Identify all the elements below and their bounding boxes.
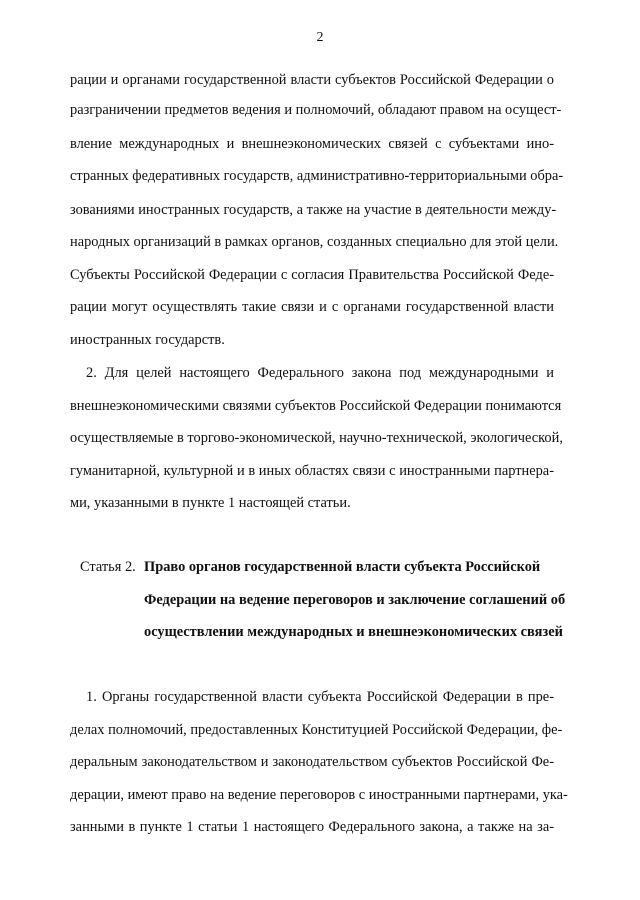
paragraph-1-line: Субъекты Российской Федерации с согласия Правительства Российской Феде-: [70, 267, 554, 283]
paragraph-2-line: внешнеэкономическими связями субъектов Российской Федерации понимаются: [70, 398, 562, 414]
paragraph-1-line: рации могут осуществлять такие связи и с органами государственной власти: [70, 299, 554, 315]
article-paragraph-line: занными в пункте 1 статьи 1 настоящего Федерального закона, а также на за-: [70, 819, 554, 835]
article-paragraph-line: делах полномочий, предоставленных Конституцией Российской Федерации, фе-: [70, 722, 563, 738]
article-paragraph-line: 1. Органы государственной власти субъекта Российской Федерации в пре-: [86, 689, 554, 705]
paragraph-1-line: вление международных и внешнеэкономических связей с субъектами ино-: [70, 136, 554, 152]
paragraph-1-line: иностранных государств.: [70, 332, 225, 348]
paragraph-2-line: ми, указанными в пункте 1 настоящей статьи.: [70, 495, 351, 511]
article-title-line: Право органов государственной власти субъекта Российской: [144, 559, 541, 575]
paragraph-2-line: осуществляемые в торгово-экономической, научно-технической, экологической,: [70, 430, 563, 446]
paragraph-1-line: зованиями иностранных государств, а также на участие в деятельности между-: [70, 202, 557, 218]
paragraph-1-line: разграничении предметов ведения и полномочий, обладают правом на осущест-: [70, 102, 562, 118]
paragraph-1-line: рации и органами государственной власти субъектов Российской Федерации о: [70, 72, 554, 88]
article-paragraph-line: дерации, имеют право на ведение переговоров с иностранными партнерами, ука-: [70, 787, 568, 803]
paragraph-1-line: народных организаций в рамках органов, созданных специально для этой цели.: [70, 234, 559, 250]
article-label: Статья 2.: [80, 559, 136, 575]
paragraph-2-line: 2. Для целей настоящего Федерального закона под международными и: [86, 365, 554, 381]
page-number: 2: [316, 30, 324, 45]
paragraph-2-line: гуманитарной, культурной и в иных областях связи с иностранными партнера-: [70, 463, 554, 479]
article-title-line: Федерации на ведение переговоров и заключение соглашений об: [144, 592, 566, 608]
article-title-line: осуществлении международных и внешнеэкономических связей: [144, 624, 563, 640]
paragraph-1-line: странных федеративных государств, административно-территориальными обра-: [70, 168, 564, 184]
article-paragraph-line: деральным законодательством и законодательством субъектов Российской Фе-: [70, 754, 554, 770]
